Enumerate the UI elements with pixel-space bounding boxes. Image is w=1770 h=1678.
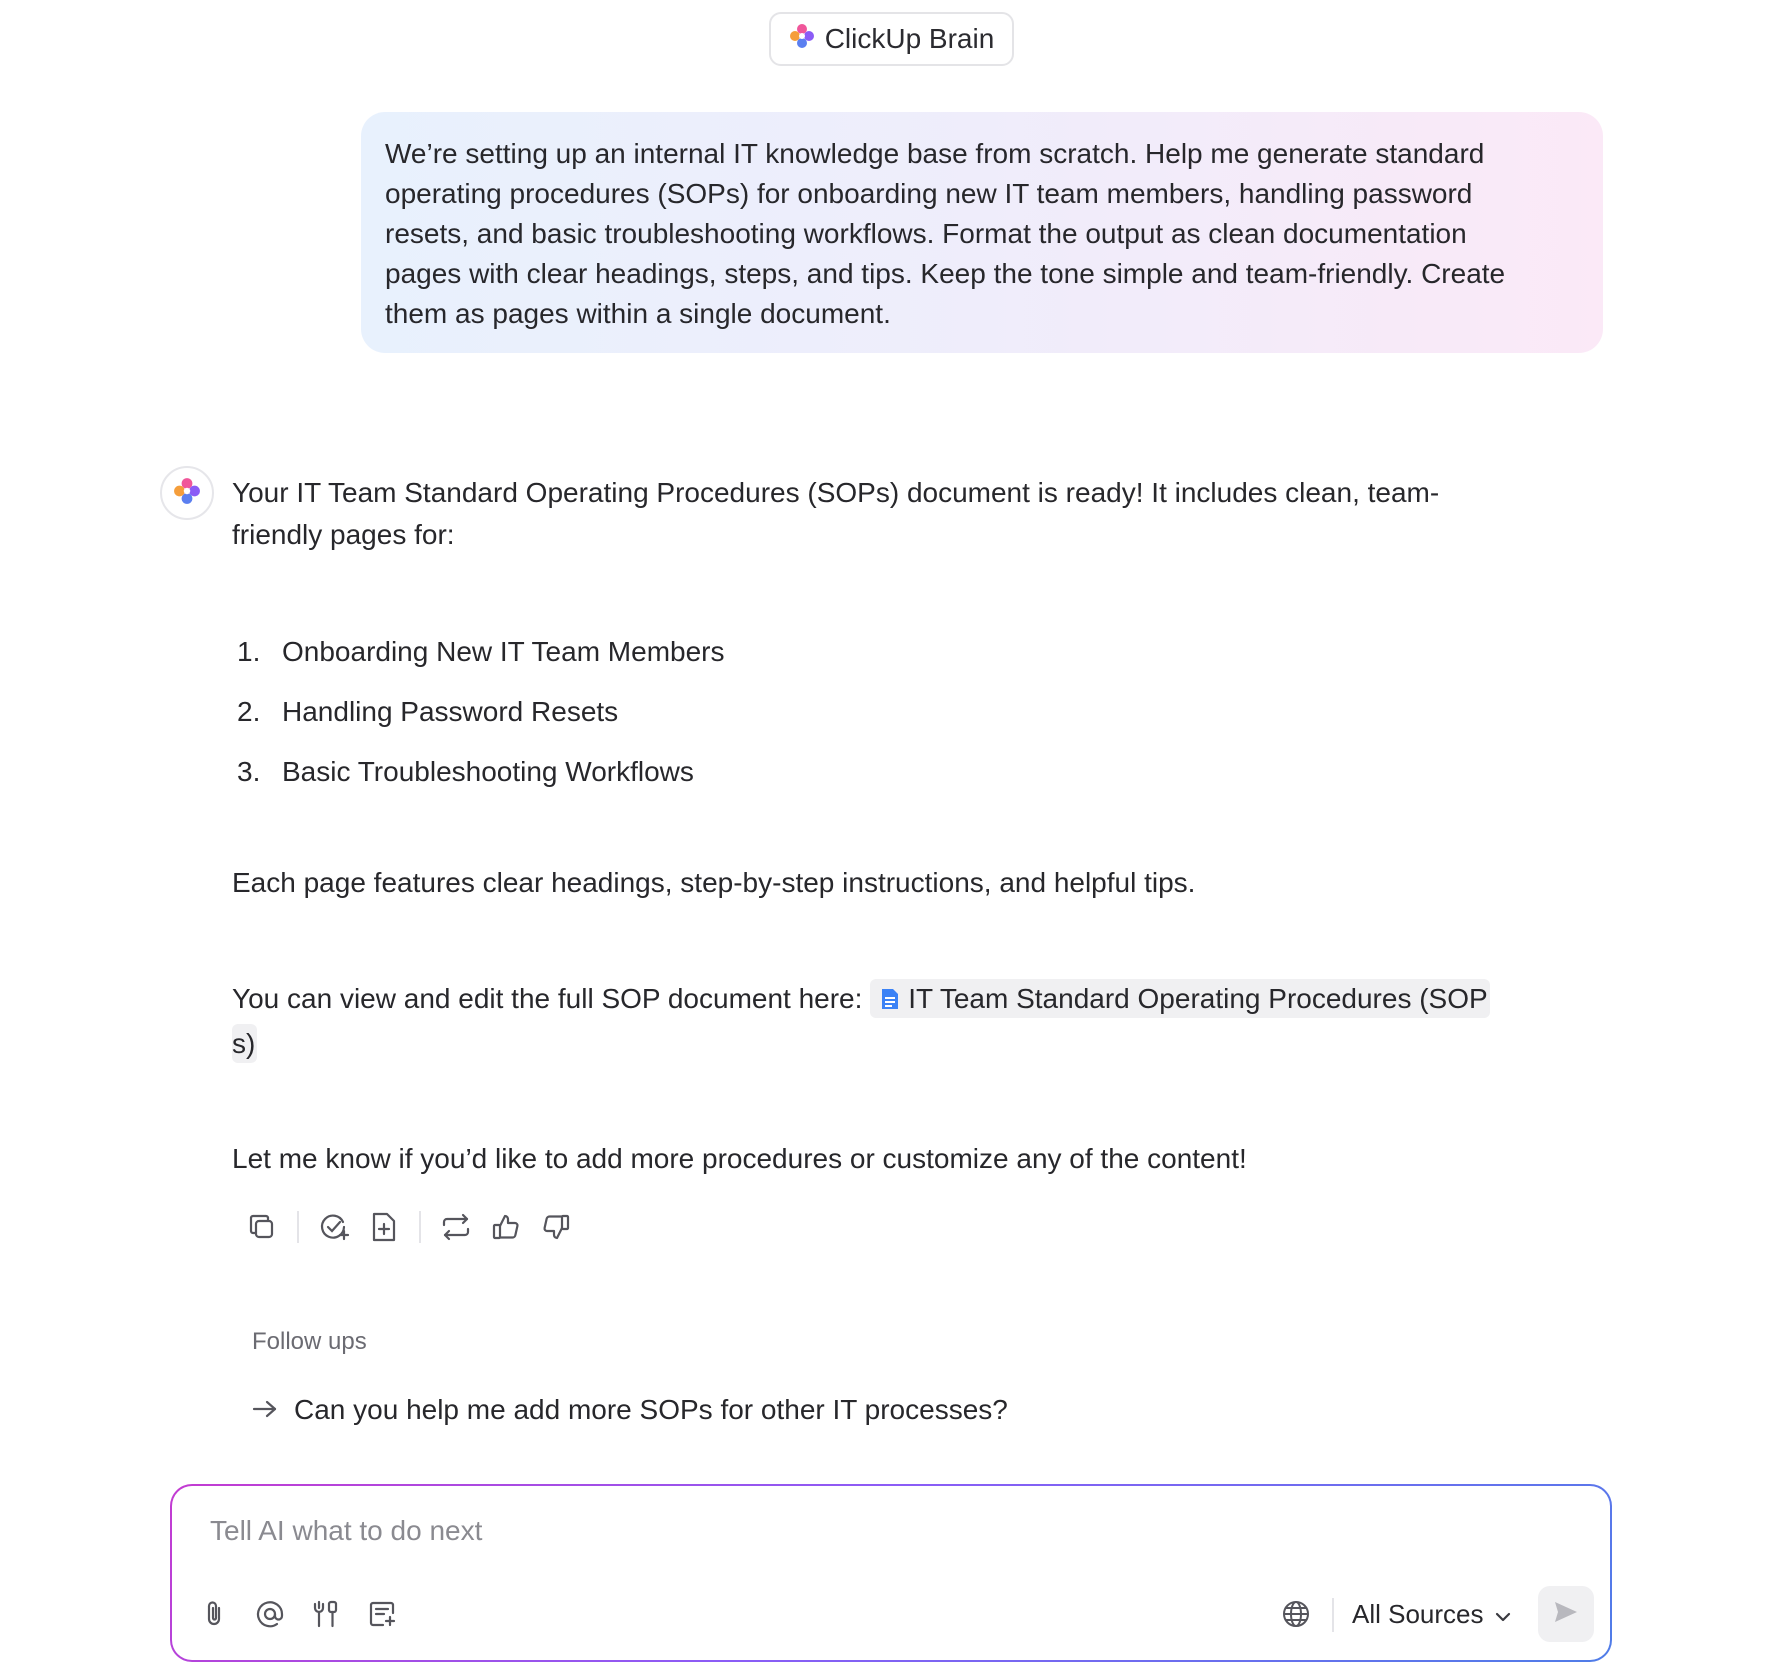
list-item (237, 752, 694, 792)
followup-text: Can you help me add more SOPs for other IT processes? (294, 1394, 1008, 1425)
user-message-line: resets, and basic troubleshooting workflows. Format the output as clean documentation (385, 218, 1467, 249)
user-message-line: We’re setting up an internal IT knowledge base from scratch. Help me generate standard (385, 138, 1485, 169)
list-item (237, 632, 725, 672)
sop-doc-link-label: IT Team Standard Operating Procedures (SOP (908, 983, 1488, 1014)
reply-intro (232, 472, 1562, 556)
chevron-down-icon (1494, 1599, 1512, 1630)
message-actions (237, 1206, 581, 1248)
divider (1332, 1598, 1334, 1632)
mention-icon[interactable] (248, 1592, 292, 1636)
followups-label: Follow ups (252, 1328, 367, 1355)
copy-icon[interactable] (237, 1206, 287, 1248)
composer (170, 1484, 1612, 1662)
sources-label: All Sources (1352, 1598, 1484, 1629)
header-title: ClickUp Brain (824, 23, 995, 54)
sop-doc-link[interactable] (870, 979, 1489, 1018)
user-message-line: operating procedures (SOPs) for onboarding new IT team members, handling password (385, 178, 1473, 209)
brain-logo-icon (173, 477, 201, 510)
user-message (361, 112, 1603, 353)
list-item (237, 692, 618, 732)
list-label: Onboarding New IT Team Members (282, 636, 725, 667)
attach-icon[interactable] (192, 1592, 236, 1636)
tools-icon[interactable] (304, 1592, 348, 1636)
composer-body (172, 1486, 1610, 1660)
user-message-line: them as pages within a single document. (385, 298, 891, 329)
list-label: Handling Password Resets (282, 696, 619, 727)
send-button[interactable] (1538, 1586, 1594, 1642)
clickup-brain-header[interactable] (769, 12, 1014, 66)
create-task-icon[interactable] (309, 1206, 359, 1248)
list-number: 3. (237, 756, 261, 787)
send-icon (1552, 1599, 1580, 1630)
prompt-input[interactable] (208, 1514, 1312, 1548)
reply-closing: Let me know if you’d like to add more procedures or customize any of the content! (232, 1143, 1247, 1174)
list-number: 1. (237, 636, 261, 667)
sop-doc-link-label: s) (232, 1028, 256, 1059)
reply-features: Each page features clear headings, step-by-step instructions, and helpful tips. (232, 867, 1196, 898)
user-message-line: pages with clear headings, steps, and tips. Keep the tone simple and team-friendly. Create (385, 258, 1506, 289)
globe-icon[interactable] (1274, 1592, 1318, 1636)
regenerate-icon[interactable] (431, 1206, 481, 1248)
document-icon (880, 981, 900, 1023)
reply-view-prefix: You can view and edit the full SOP document here: (232, 983, 863, 1014)
divider (297, 1211, 299, 1243)
reply-doc-paragraph (232, 978, 1562, 1065)
sop-doc-link-continued[interactable] (232, 1024, 257, 1063)
list-label: Basic Troubleshooting Workflows (282, 756, 694, 787)
reply-intro-line: friendly pages for: (232, 519, 455, 550)
add-doc-icon[interactable] (359, 1206, 409, 1248)
thumbs-up-icon[interactable] (481, 1206, 531, 1248)
followup-item[interactable] (252, 1394, 1008, 1426)
sources-dropdown[interactable] (1352, 1592, 1512, 1636)
ai-notes-icon[interactable] (360, 1592, 404, 1636)
thumbs-down-icon[interactable] (531, 1206, 581, 1248)
brain-logo-icon (789, 23, 815, 56)
list-number: 2. (237, 696, 261, 727)
reply-intro-line: Your IT Team Standard Operating Procedures (SOPs) document is ready! It includes clean, team- (232, 477, 1440, 508)
assistant-avatar (160, 466, 214, 520)
arrow-right-icon (252, 1394, 278, 1426)
divider (419, 1211, 421, 1243)
